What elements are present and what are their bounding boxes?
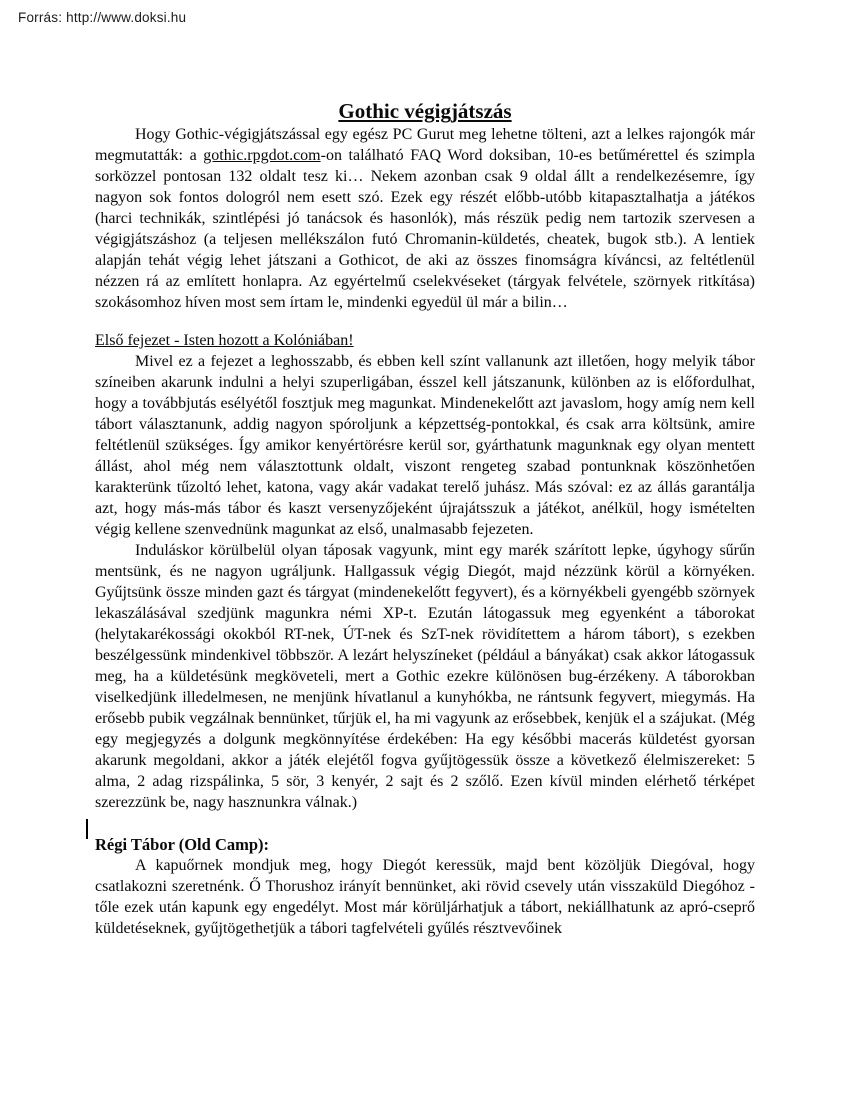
- chapter1-paragraph-1: Mivel ez a fejezet a leghosszabb, és ebben kell színt vallanunk azt illetően, hogy melyik tábor színeiben akarunk indulni a helyi szuperligában, ésszel kell játszanunk, különben az is előfordulhat, hogy a továbbjutás esélyétől fosztjuk meg magunkat. Mindenekelőtt azt javaslom, hogy amíg nem kell tábort választanunk, addig nagyon spóroljunk a képzettség-pontokkal, és csak arra költsünk, amire feltétlenül szükséges. Így amikor kenyértörésre kerül sor, gyárthatunk magunknak egy olyan mentett állást, ahol még nem választottunk oldalt, viszont rengeteg szabad pontunknak köszönhetően karakterünk tűzoltó lehet, katona, vagy akár vadakat terelő juhász. Más szóval: ez az állás garantálja azt, hogy más-más tábor és kaszt versenyzőjeként újrajátsszuk a játékot, anélkül, hogy ismételten végig kellene szenvednünk magunkat az első, unalmasabb fejezeten.: [95, 353, 755, 538]
- rpgdot-link[interactable]: gothic.rpgdot.com: [203, 147, 321, 164]
- revision-change-bar: [86, 819, 88, 839]
- chapter1-heading: Első fejezet - Isten hozott a Kolóniában!: [95, 332, 354, 349]
- document-page: [95, 98, 755, 939]
- intro-text-before-link: Hogy Gothic-végigjátszással egy egész PC Gurut meg lehetne tölteni, azt a lelkes rajongók már megmutatták: a: [95, 126, 755, 164]
- old-camp-paragraph: A kapuőrnek mondjuk meg, hogy Diegót keressük, majd bent közöljük Diegóval, hogy csatlakozni szeretnénk. Ő Thorushoz irányít bennünket, aki rövid csevely után visszaküld Diegóhoz - tőle ezek után kapunk egy engedélyt. Most már körüljárhatjuk a tábort, nekiállhatunk az apró-cseprő küldetéseknek, gyűjtögethetjük a tábori tagfelvételi gyűlés résztvevőinek: [95, 857, 755, 937]
- old-camp-heading: Régi Tábor (Old Camp):: [95, 835, 270, 854]
- intro-paragraph: [95, 124, 755, 313]
- document-title: Gothic végigjátszás: [338, 99, 512, 123]
- intro-text-after-link: -on található FAQ Word doksiban, 10-es betűmérettel és szimpla sorközzel pontosan 132 oldalt tesz ki… Nekem azonban csak 9 oldal állt a rendelkezésemre, így nagyon sok fontos dologról nem esett szó. Ezek egy részét előbb-utóbb kitapasztalhatja a játékos (harci technikák, szintlépési jó tanácsok és hasonlók), más részük pedig nem tartozik szervesen a végigjátszáshoz (a teljesen mellékszálon futó Chromanin-küldetés, cheatek, bugok stb.). A lentiek alapján tehát végig lehet játszani a Gothicot, de aki az összes finomságra kíváncsi, az feltétlenül nézzen rá az említett honlapra. Az egyértelmű cselekvéseket (tárgyak felvétele, szörnyek ritkítása) szokásomhoz híven most sem írtam le, mindenki egyedül ül már a bilin…: [95, 147, 756, 311]
- source-url-header: Forrás: http://www.doksi.hu: [18, 10, 187, 25]
- chapter1-paragraph-2: Induláskor körülbelül olyan táposak vagyunk, mint egy marék szárított lepke, úgyhogy sűrűn mentsünk, és ne nagyon ugráljunk. Hallgassuk végig Diegót, majd nézzünk körül a környéken. Gyűjtsünk össze minden gazt és tárgyat (mindenekelőtt fegyvert), és a környékbeli gyengébb szörnyek lekaszálásával szedjünk magunkra némi XP-t. Ezután látogassuk meg egyenként a táborokat (helytakarékossági okokból RT-nek, ÚT-nek és SzT-nek rövidítettem a három tábort), s ezekben beszélgessünk mindenkivel többször. A lezárt helyszíneket (például a bányákat) csak akkor látogassuk meg, ha a küldetésünk megköveteli, mert a Gothic ezekre különösen bug-érzékeny. A táborokban viselkedjünk illedelmesen, ne menjünk hívatlanul a kunyhókba, ne rántsunk fegyvert, miegymás. Ha erősebb pubik vegzálnak bennünket, tűrjük el, ha mi vagyunk az erősebbek, kenjük el a szájukat. (Még egy megjegyzés a dolgunk megkönnyítése érdekében: Ha egy későbbi macerás küldetést gyorsan akarunk megoldani, akkor a játék elejétől fogva gyűjtögessük össze a következő élelmiszereket: 5 alma, 2 adag rizspálinka, 5 sör, 3 kenyér, 2 sajt és 2 szőlő. Ezen kívül minden elérhető térképet szerezzünk be, nagy hasznunkra válnak.): [95, 542, 755, 811]
- old-camp-section: [95, 834, 755, 939]
